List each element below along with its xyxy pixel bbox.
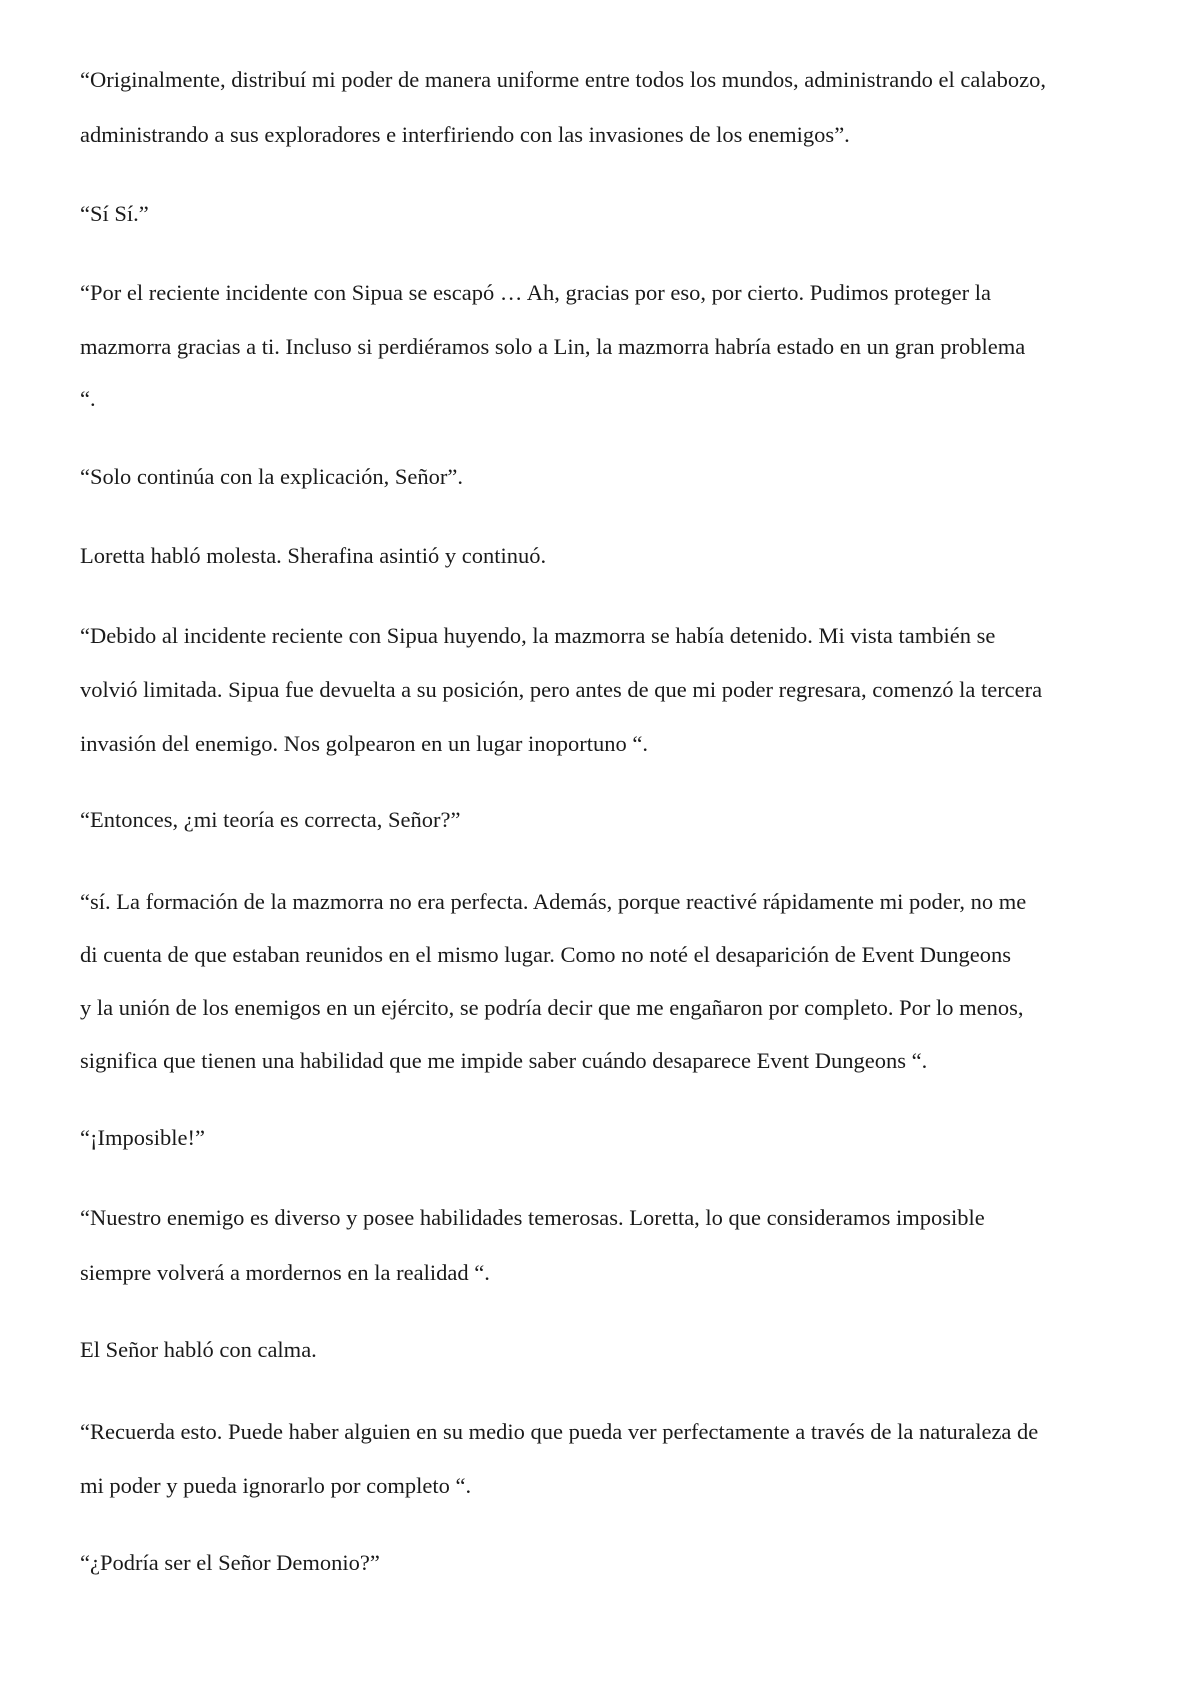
text-line: “Recuerda esto. Puede haber alguien en su medio que pueda ver perfectamente a través de la naturaleza de bbox=[80, 1419, 1039, 1444]
text-line: mi poder y pueda ignorarlo por completo “. bbox=[80, 1473, 472, 1498]
text-line: volvió limitada. Sipua fue devuelta a su posición, pero antes de que mi poder regresara, comenzó la tercera bbox=[80, 677, 1043, 702]
text-line: “Solo continúa con la explicación, Señor”. bbox=[80, 464, 464, 489]
text-line: “¡Imposible!” bbox=[80, 1125, 205, 1150]
text-line: siempre volverá a mordernos en la realidad “. bbox=[80, 1260, 490, 1285]
text-line: El Señor habló con calma. bbox=[80, 1337, 317, 1362]
text-line: “Debido al incidente reciente con Sipua huyendo, la mazmorra se había detenido. Mi vista también se bbox=[80, 623, 996, 648]
text-line: “Entonces, ¿mi teoría es correcta, Señor?” bbox=[80, 807, 461, 832]
text-line: “. bbox=[80, 386, 96, 411]
text-line: “sí. La formación de la mazmorra no era perfecta. Además, porque reactivé rápidamente mi poder, no me bbox=[80, 889, 1027, 914]
text-line: Loretta habló molesta. Sherafina asintió y continuó. bbox=[80, 543, 547, 568]
text-line: “Nuestro enemigo es diverso y posee habilidades temerosas. Loretta, lo que consideramos imposible bbox=[80, 1205, 985, 1230]
text-line: “Sí Sí.” bbox=[80, 201, 149, 226]
text-line: “¿Podría ser el Señor Demonio?” bbox=[80, 1550, 380, 1575]
text-line: “Por el reciente incidente con Sipua se escapó … Ah, gracias por eso, por cierto. Pudimos proteger la bbox=[80, 280, 991, 305]
text-line: di cuenta de que estaban reunidos en el mismo lugar. Como no noté el desaparición de Event Dungeons bbox=[80, 942, 1012, 967]
text-line: y la unión de los enemigos en un ejército, se podría decir que me engañaron por completo. Por lo menos, bbox=[80, 995, 1024, 1020]
text-line: invasión del enemigo. Nos golpearon en un lugar inoportuno “. bbox=[80, 731, 649, 756]
text-line: administrando a sus exploradores e interfiriendo con las invasiones de los enemigos”. bbox=[80, 122, 850, 147]
text-line: mazmorra gracias a ti. Incluso si perdiéramos solo a Lin, la mazmorra habría estado en un gran problema bbox=[80, 334, 1026, 359]
text-line: “Originalmente, distribuí mi poder de manera uniforme entre todos los mundos, administrando el calabozo, bbox=[80, 67, 1046, 92]
text-line: significa que tienen una habilidad que me impide saber cuándo desaparece Event Dungeons “. bbox=[80, 1048, 928, 1073]
